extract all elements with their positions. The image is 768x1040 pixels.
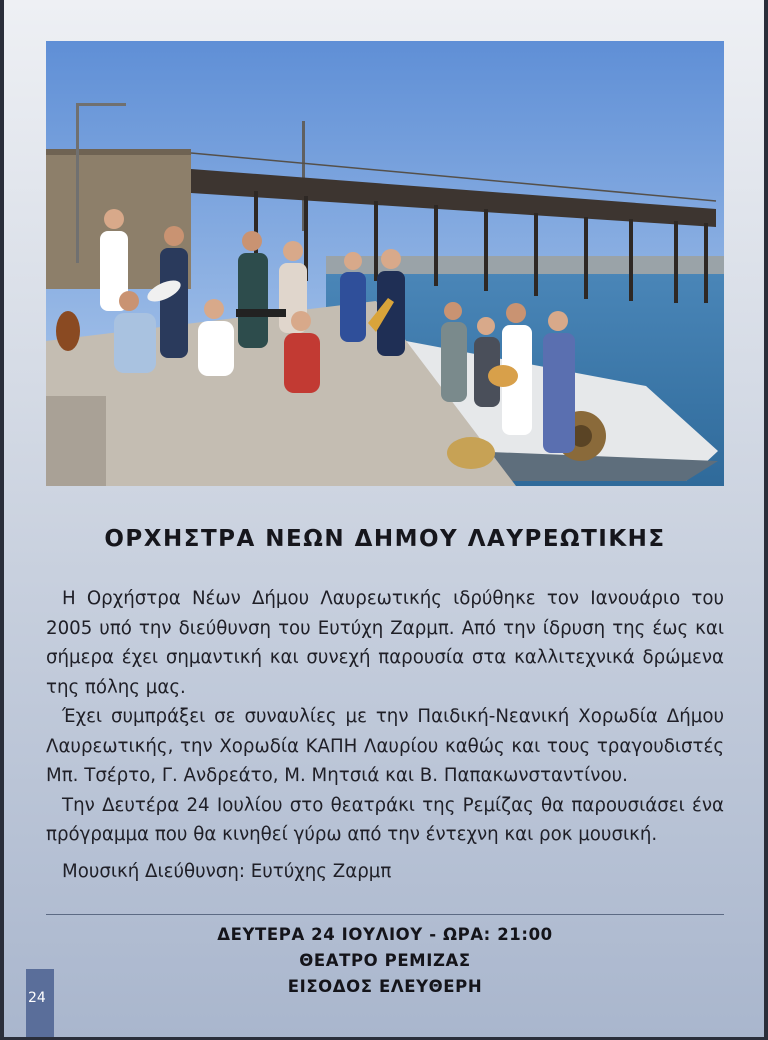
article-paragraph: Η Ορχήστρα Νέων Δήμου Λαυρεωτικής ιδρύθηκε τον Ιανουάριο του 2005 υπό την διεύθυνση του Ευτύχη Ζαρμπ. Από την ίδρυση της έως και σήμερα έχει σημαντική και συνεχή παρουσία στα καλλιτεχνικά δρώμενα της πόλης μας. <box>46 588 724 698</box>
section-divider <box>46 914 724 915</box>
page-left-edge <box>0 0 4 1040</box>
event-admission: ΕΙΣΟΔΟΣ ΕΛΕΥΘΕΡΗ <box>287 977 483 996</box>
event-venue: ΘΕΑΤΡΟ ΡΕΜΙΖΑΣ <box>299 951 471 970</box>
music-direction-credit: Μουσική Διεύθυνση: Ευτύχης Ζαρμπ <box>62 861 392 882</box>
orchestra-group-photo <box>46 41 724 486</box>
article-paragraph: Έχει συμπράξει σε συναυλίες με την Παιδική-Νεανική Χορωδία Δήμου Λαυρεωτικής, την Χορωδία ΚΑΠΗ Λαυρίου καθώς και τους τραγουδιστές Μπ. Τσέρτο, Γ. Ανδρεάτο, Μ. Μητσιά και Β. Παπακωνσταντίνου. <box>46 706 724 786</box>
orchestra-group-photo-icon <box>46 41 724 486</box>
page-number: 24 <box>28 990 46 1006</box>
article-paragraph: Την Δευτέρα 24 Ιουλίου στο θεατράκι της Ρεμίζας θα παρουσιάσει ένα πρόγραμμα που θα κινηθεί γύρω από την έντεχνη και ροκ μουσική. <box>46 794 724 845</box>
event-info <box>46 922 724 1000</box>
article-body <box>46 584 724 850</box>
page-right-edge <box>764 0 768 1040</box>
event-datetime: ΔΕΥΤΕΡΑ 24 ΙΟΥΛΙΟΥ - ΩΡΑ: 21:00 <box>217 925 553 944</box>
article-title: ΟΡΧΗΣΤΡΑ ΝΕΩΝ ΔΗΜΟΥ ΛΑΥΡΕΩΤΙΚΗΣ <box>104 526 666 552</box>
